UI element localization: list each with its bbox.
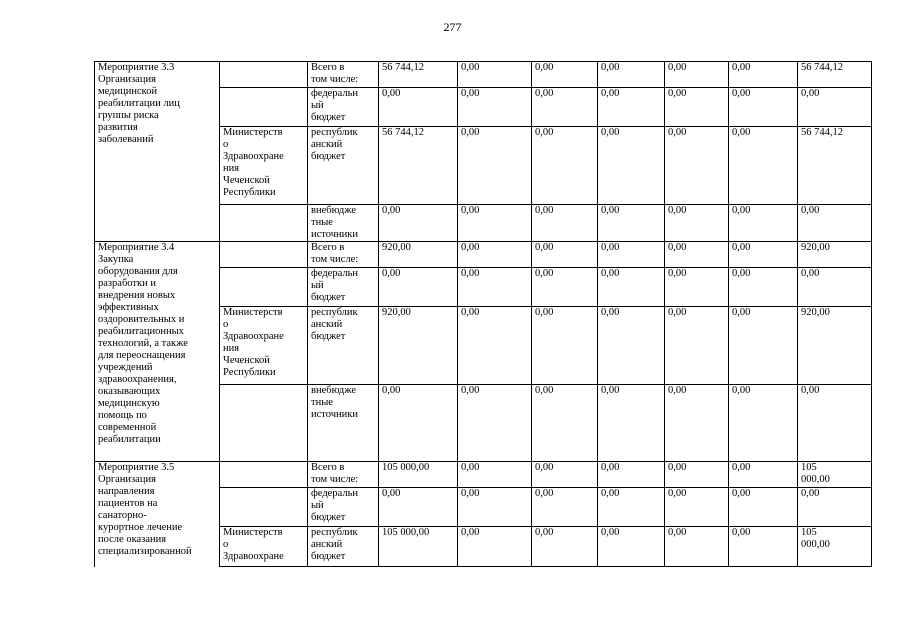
- year-value-cell: 0,00: [598, 527, 665, 567]
- year-value-cell: 0,00: [665, 88, 729, 127]
- funding-source-cell: Всего в том числе:: [308, 462, 379, 488]
- year-value-cell: 0,00: [598, 385, 665, 462]
- year-value-cell: 0,00: [665, 62, 729, 88]
- year-value-cell: 0,00: [458, 205, 532, 242]
- year-value-cell: 0,00: [598, 127, 665, 205]
- year-value-cell: 0,00: [598, 268, 665, 307]
- year-value-cell: 0,00: [532, 307, 598, 385]
- year-value-cell: 0,00: [729, 62, 798, 88]
- table-row: [95, 62, 872, 88]
- year-value-cell: 920,00: [379, 307, 458, 385]
- total-value-cell: 0,00: [798, 385, 872, 462]
- total-value-cell: 56 744,12: [798, 62, 872, 88]
- measure-name-cell: Мероприятие 3.5 Организация направления пациентов на санаторно- курортное лечение после оказания специализированной: [95, 462, 220, 567]
- year-value-cell: 0,00: [729, 488, 798, 527]
- year-value-cell: 0,00: [532, 62, 598, 88]
- total-value-cell: 105 000,00: [798, 462, 872, 488]
- executor-cell: [220, 205, 308, 242]
- year-value-cell: 0,00: [598, 205, 665, 242]
- year-value-cell: 0,00: [665, 462, 729, 488]
- year-value-cell: 0,00: [458, 242, 532, 268]
- total-value-cell: 0,00: [798, 488, 872, 527]
- total-value-cell: 0,00: [798, 268, 872, 307]
- executor-cell: [220, 488, 308, 527]
- year-value-cell: 0,00: [729, 385, 798, 462]
- funding-source-cell: республик анский бюджет: [308, 127, 379, 205]
- year-value-cell: 0,00: [532, 488, 598, 527]
- executor-cell: Министерств о Здравоохране ния Чеченской Республики: [220, 127, 308, 205]
- year-value-cell: 0,00: [598, 88, 665, 127]
- year-value-cell: 0,00: [729, 268, 798, 307]
- year-value-cell: 0,00: [665, 307, 729, 385]
- funding-source-cell: Всего в том числе:: [308, 62, 379, 88]
- year-value-cell: 0,00: [729, 462, 798, 488]
- total-value-cell: 0,00: [798, 88, 872, 127]
- measure-name-cell: Мероприятие 3.3 Организация медицинской реабилитации лиц группы риска развития заболеваний: [95, 62, 220, 242]
- funding-source-cell: федеральн ый бюджет: [308, 88, 379, 127]
- year-value-cell: 0,00: [598, 462, 665, 488]
- funding-source-cell: Всего в том числе:: [308, 242, 379, 268]
- executor-cell: [220, 88, 308, 127]
- year-value-cell: 0,00: [379, 385, 458, 462]
- year-value-cell: 105 000,00: [379, 527, 458, 567]
- year-value-cell: 0,00: [532, 462, 598, 488]
- year-value-cell: 0,00: [729, 88, 798, 127]
- year-value-cell: 0,00: [598, 62, 665, 88]
- year-value-cell: 0,00: [598, 242, 665, 268]
- year-value-cell: 105 000,00: [379, 462, 458, 488]
- total-value-cell: 56 744,12: [798, 127, 872, 205]
- year-value-cell: 0,00: [665, 527, 729, 567]
- year-value-cell: 0,00: [532, 88, 598, 127]
- year-value-cell: 0,00: [458, 488, 532, 527]
- year-value-cell: 0,00: [458, 127, 532, 205]
- year-value-cell: 0,00: [458, 527, 532, 567]
- funding-source-cell: республик анский бюджет: [308, 307, 379, 385]
- year-value-cell: 0,00: [729, 307, 798, 385]
- year-value-cell: 0,00: [532, 385, 598, 462]
- total-value-cell: 920,00: [798, 307, 872, 385]
- year-value-cell: 0,00: [729, 205, 798, 242]
- executor-cell: [220, 62, 308, 88]
- year-value-cell: 0,00: [379, 488, 458, 527]
- funding-source-cell: внебюдже тные источники: [308, 385, 379, 462]
- year-value-cell: 0,00: [458, 62, 532, 88]
- year-value-cell: 0,00: [598, 488, 665, 527]
- year-value-cell: 0,00: [665, 242, 729, 268]
- year-value-cell: 920,00: [379, 242, 458, 268]
- year-value-cell: 0,00: [379, 88, 458, 127]
- funding-source-cell: внебюдже тные источники: [308, 205, 379, 242]
- year-value-cell: 0,00: [379, 268, 458, 307]
- total-value-cell: 0,00: [798, 205, 872, 242]
- year-value-cell: 0,00: [458, 385, 532, 462]
- year-value-cell: 0,00: [665, 268, 729, 307]
- page-number: 277: [443, 20, 462, 34]
- executor-cell: [220, 268, 308, 307]
- year-value-cell: 0,00: [532, 205, 598, 242]
- year-value-cell: 0,00: [729, 242, 798, 268]
- year-value-cell: 0,00: [665, 205, 729, 242]
- executor-cell: [220, 462, 308, 488]
- year-value-cell: 56 744,12: [379, 62, 458, 88]
- year-value-cell: 0,00: [458, 462, 532, 488]
- executor-cell: [220, 242, 308, 268]
- year-value-cell: 0,00: [665, 488, 729, 527]
- year-value-cell: 0,00: [532, 268, 598, 307]
- table-row: [95, 242, 872, 268]
- year-value-cell: 0,00: [665, 127, 729, 205]
- year-value-cell: 0,00: [729, 127, 798, 205]
- measure-name-cell: Мероприятие 3.4 Закупка оборудования для разработки и внедрения новых эффективных оздоровительных и реабилитационных технологий, а также для переоснащения учреждений здравоохранения, оказывающих медицинскую помощь по современной реабилитации: [95, 242, 220, 462]
- year-value-cell: 0,00: [598, 307, 665, 385]
- budget-table: [94, 61, 872, 567]
- total-value-cell: 105 000,00: [798, 527, 872, 567]
- year-value-cell: 0,00: [379, 205, 458, 242]
- year-value-cell: 0,00: [532, 242, 598, 268]
- year-value-cell: 0,00: [458, 307, 532, 385]
- executor-cell: Министерств о Здравоохране ния Чеченской Республики: [220, 307, 308, 385]
- table-row: [95, 462, 872, 488]
- funding-source-cell: федеральн ый бюджет: [308, 488, 379, 527]
- year-value-cell: 0,00: [458, 268, 532, 307]
- executor-cell: Министерств о Здравоохране: [220, 527, 308, 567]
- funding-source-cell: республик анский бюджет: [308, 527, 379, 567]
- year-value-cell: 0,00: [532, 127, 598, 205]
- year-value-cell: 0,00: [458, 88, 532, 127]
- total-value-cell: 920,00: [798, 242, 872, 268]
- executor-cell: [220, 385, 308, 462]
- year-value-cell: 0,00: [729, 527, 798, 567]
- funding-source-cell: федеральн ый бюджет: [308, 268, 379, 307]
- year-value-cell: 0,00: [665, 385, 729, 462]
- year-value-cell: 0,00: [532, 527, 598, 567]
- year-value-cell: 56 744,12: [379, 127, 458, 205]
